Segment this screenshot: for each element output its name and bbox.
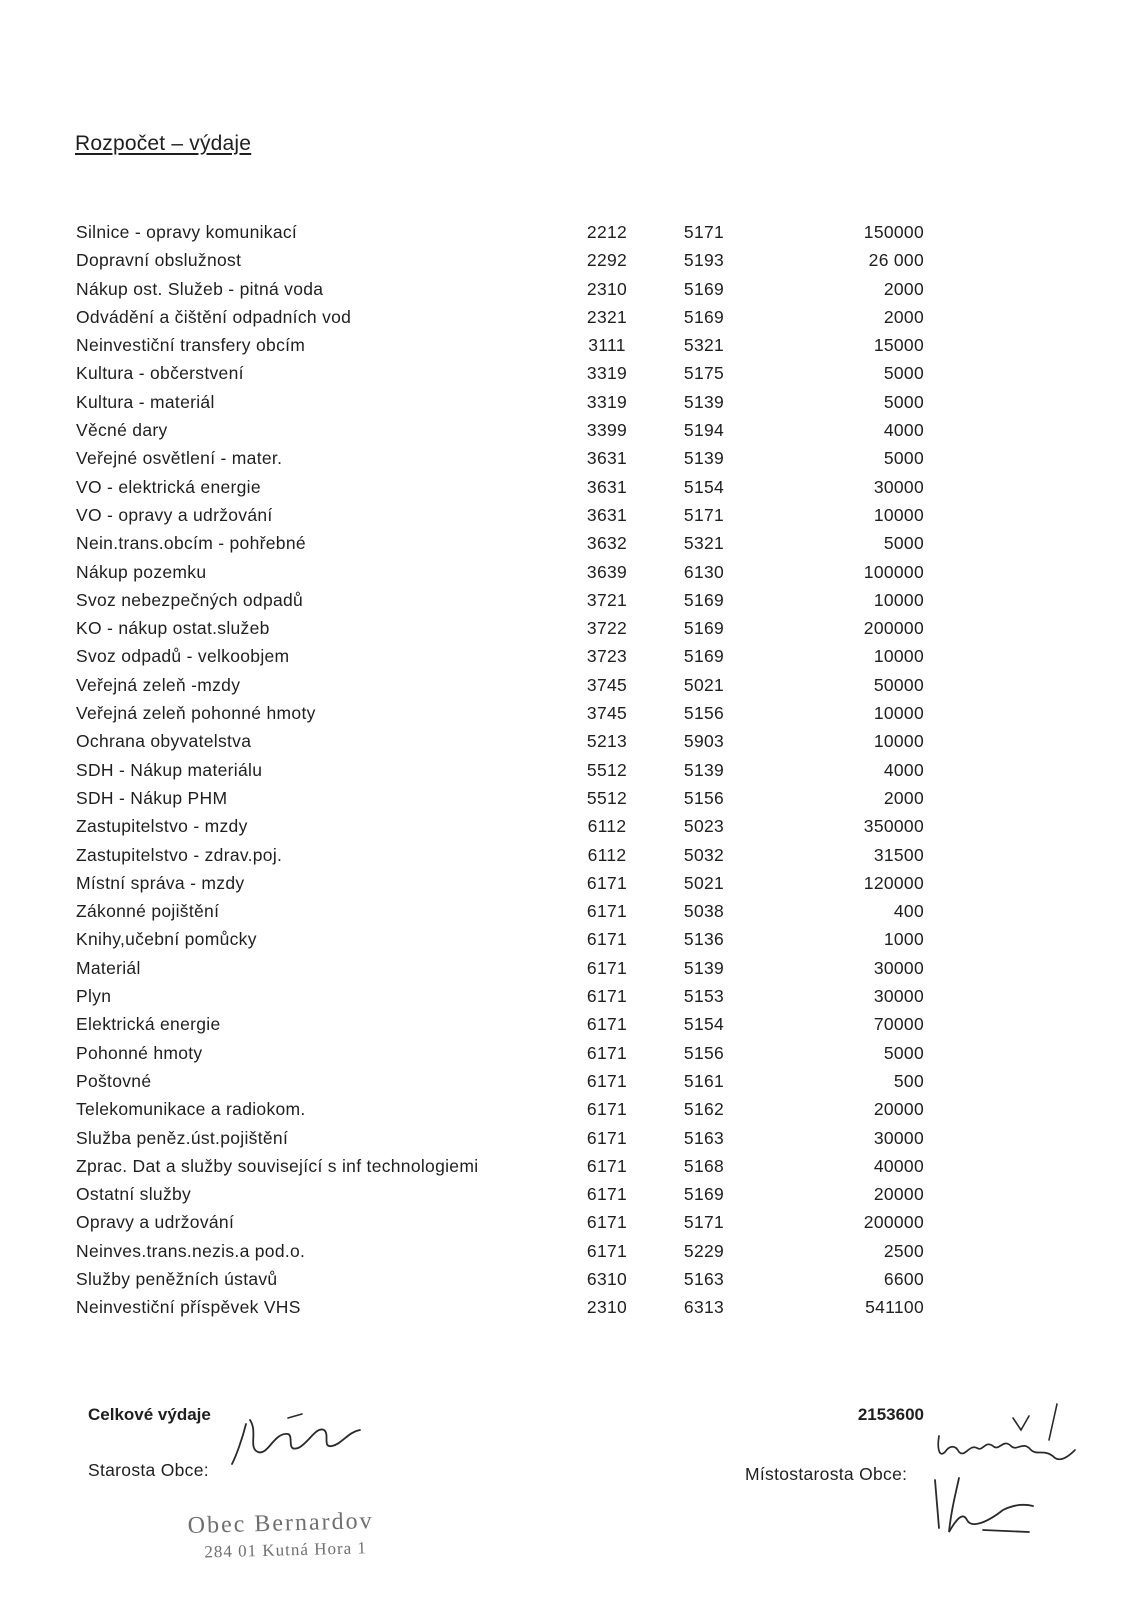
table-row xyxy=(0,222,1131,250)
amount: 2000 xyxy=(883,306,924,327)
expense-table xyxy=(0,222,1131,1326)
table-row xyxy=(0,1099,1131,1127)
item-code: 5161 xyxy=(683,1070,725,1091)
item-name: Zastupitelstvo - zdrav.poj. xyxy=(76,844,283,865)
item-name: Svoz odpadů - velkoobjem xyxy=(76,646,290,667)
amount: 30000 xyxy=(873,957,924,978)
amount: 5000 xyxy=(883,1042,924,1063)
item-code: 5171 xyxy=(683,222,725,242)
item-code: 5229 xyxy=(683,1240,725,1261)
item-name: Věcné dary xyxy=(76,420,168,441)
item-name: Služba peněz.úst.pojištění xyxy=(76,1127,289,1148)
item-code: 5171 xyxy=(683,1212,725,1233)
table-row xyxy=(0,1071,1131,1099)
item-code: 5163 xyxy=(683,1127,725,1148)
table-row xyxy=(0,901,1131,929)
item-name: VO - elektrická energie xyxy=(76,476,261,497)
paragraph-code: 6112 xyxy=(587,816,627,837)
paragraph-code: 2310 xyxy=(586,1297,628,1318)
paragraph-code: 3399 xyxy=(586,420,628,441)
item-code: 5023 xyxy=(683,816,725,837)
table-row xyxy=(0,1014,1131,1042)
paragraph-code: 3723 xyxy=(586,646,628,667)
item-name: Materiál xyxy=(76,957,141,978)
amount: 10000 xyxy=(873,731,924,752)
amount: 4000 xyxy=(883,759,924,780)
item-name: KO - nákup ostat.služeb xyxy=(76,618,270,639)
paragraph-code: 6171 xyxy=(586,1042,628,1063)
amount: 5000 xyxy=(883,391,924,412)
paragraph-code: 3632 xyxy=(586,533,628,554)
amount: 10000 xyxy=(873,703,924,724)
mayor-signature xyxy=(228,1412,368,1472)
item-name: Služby peněžních ústavů xyxy=(76,1268,278,1289)
paragraph-code: 2212 xyxy=(586,222,628,242)
table-row xyxy=(0,533,1131,561)
item-code: 5169 xyxy=(683,589,725,610)
paragraph-code: 3319 xyxy=(586,391,628,412)
paragraph-code: 2292 xyxy=(586,250,628,271)
item-code: 5169 xyxy=(683,618,725,639)
table-row xyxy=(0,731,1131,759)
item-code: 5021 xyxy=(683,674,725,695)
item-name: VO - opravy a udržování xyxy=(76,504,273,525)
item-code: 5169 xyxy=(683,646,725,667)
amount: 120000 xyxy=(863,872,924,893)
item-name: Telekomunikace a radiokom. xyxy=(76,1099,306,1120)
table-row xyxy=(0,703,1131,731)
amount: 1000 xyxy=(883,929,924,950)
paragraph-code: 3319 xyxy=(586,363,628,384)
municipal-stamp xyxy=(187,1507,413,1563)
table-row xyxy=(0,760,1131,788)
paragraph-code: 6171 xyxy=(586,1070,628,1091)
item-code: 5156 xyxy=(683,703,725,724)
amount: 400 xyxy=(893,901,924,922)
item-name: Dopravní obslužnost xyxy=(76,250,242,271)
item-name: Veřejné osvětlení - mater. xyxy=(76,448,283,469)
amount: 2000 xyxy=(883,787,924,808)
paragraph-code: 3745 xyxy=(586,674,628,695)
item-name: Zprac. Dat a služby související s inf technologiemi xyxy=(76,1155,479,1176)
paragraph-code: 6171 xyxy=(586,957,628,978)
item-code: 5162 xyxy=(683,1099,725,1120)
item-code: 5021 xyxy=(683,872,725,893)
item-code: 5168 xyxy=(683,1155,725,1176)
table-row xyxy=(0,1297,1131,1325)
item-name: Veřejná zeleň -mzdy xyxy=(76,674,241,695)
amount: 15000 xyxy=(873,335,924,356)
item-name: Nákup ost. Služeb - pitná voda xyxy=(76,278,324,299)
table-row xyxy=(0,335,1131,363)
table-row xyxy=(0,307,1131,335)
item-code: 5194 xyxy=(683,420,725,441)
item-code: 5321 xyxy=(683,335,725,356)
paragraph-code: 3111 xyxy=(588,335,626,356)
item-code: 5321 xyxy=(683,533,725,554)
item-code: 6313 xyxy=(683,1297,725,1318)
item-code: 5153 xyxy=(683,986,725,1007)
amount: 26 000 xyxy=(868,250,924,271)
paragraph-code: 6171 xyxy=(586,872,628,893)
item-code: 5169 xyxy=(683,278,725,299)
table-row xyxy=(0,675,1131,703)
item-code: 5139 xyxy=(683,448,725,469)
item-name: Nákup pozemku xyxy=(76,561,207,582)
table-row xyxy=(0,448,1131,476)
paragraph-code: 6112 xyxy=(587,844,627,865)
item-code: 5903 xyxy=(683,731,725,752)
item-name: Opravy a udržování xyxy=(76,1212,235,1233)
item-name: Odvádění a čištění odpadních vod xyxy=(76,306,352,327)
stamp-line-1: Obec Bernardov xyxy=(187,1508,374,1539)
amount: 40000 xyxy=(873,1155,924,1176)
item-name: Kultura - občerstvení xyxy=(76,363,244,384)
table-row xyxy=(0,845,1131,873)
item-name: Knihy,učební pomůcky xyxy=(76,929,257,950)
table-row xyxy=(0,618,1131,646)
item-name: Pohonné hmoty xyxy=(76,1042,203,1063)
paragraph-code: 6171 xyxy=(586,1099,628,1120)
item-name: Ochrana obyvatelstva xyxy=(76,731,252,752)
paragraph-code: 6171 xyxy=(586,1155,628,1176)
item-name: SDH - Nákup materiálu xyxy=(76,759,263,780)
item-name: Neinvestiční transfery obcím xyxy=(76,335,306,356)
item-code: 5156 xyxy=(683,1042,725,1063)
amount: 200000 xyxy=(863,1212,924,1233)
item-code: 5136 xyxy=(683,929,725,950)
item-code: 5139 xyxy=(683,957,725,978)
paragraph-code: 6310 xyxy=(586,1268,628,1289)
paragraph-code: 3631 xyxy=(586,476,628,497)
table-row xyxy=(0,392,1131,420)
paragraph-code: 5512 xyxy=(586,759,628,780)
table-row xyxy=(0,1128,1131,1156)
item-name: Nein.trans.obcím - pohřebné xyxy=(76,533,306,554)
paragraph-code: 3721 xyxy=(586,589,628,610)
amount: 100000 xyxy=(863,561,924,582)
paragraph-code: 6171 xyxy=(586,986,628,1007)
table-row xyxy=(0,1269,1131,1297)
amount: 350000 xyxy=(863,816,924,837)
table-row xyxy=(0,1043,1131,1071)
item-name: Silnice - opravy komunikací xyxy=(76,222,298,242)
amount: 150000 xyxy=(863,222,924,242)
amount: 10000 xyxy=(873,504,924,525)
paragraph-code: 6171 xyxy=(586,1127,628,1148)
item-name: Poštovné xyxy=(76,1070,152,1091)
item-name: Zastupitelstvo - mzdy xyxy=(76,816,248,837)
stamp-line-2: 284 01 Kutná Hora 1 xyxy=(204,1538,368,1562)
table-row xyxy=(0,1241,1131,1269)
amount: 10000 xyxy=(873,646,924,667)
item-code: 5169 xyxy=(683,1184,725,1205)
amount: 5000 xyxy=(883,363,924,384)
amount: 4000 xyxy=(883,420,924,441)
amount: 2500 xyxy=(883,1240,924,1261)
item-code: 6130 xyxy=(683,561,725,582)
table-row xyxy=(0,590,1131,618)
paragraph-code: 6171 xyxy=(586,929,628,950)
item-code: 5032 xyxy=(683,844,725,865)
table-row xyxy=(0,929,1131,957)
item-name: Veřejná zeleň pohonné hmoty xyxy=(76,703,316,724)
item-name: Plyn xyxy=(76,986,112,1007)
amount: 30000 xyxy=(873,986,924,1007)
table-row xyxy=(0,477,1131,505)
table-row xyxy=(0,1212,1131,1240)
amount: 20000 xyxy=(873,1184,924,1205)
table-row xyxy=(0,505,1131,533)
item-code: 5139 xyxy=(683,391,725,412)
amount: 30000 xyxy=(873,476,924,497)
item-code: 5169 xyxy=(683,306,725,327)
table-row xyxy=(0,788,1131,816)
table-row xyxy=(0,958,1131,986)
amount: 10000 xyxy=(873,589,924,610)
item-name: SDH - Nákup PHM xyxy=(76,787,228,808)
table-row xyxy=(0,1156,1131,1184)
paragraph-code: 5512 xyxy=(586,787,628,808)
item-name: Kultura - materiál xyxy=(76,391,215,412)
amount: 200000 xyxy=(863,618,924,639)
table-row xyxy=(0,562,1131,590)
table-row xyxy=(0,363,1131,391)
paragraph-code: 6171 xyxy=(586,901,628,922)
item-name: Ostatní služby xyxy=(76,1184,192,1205)
total-value: 2153600 xyxy=(857,1405,924,1424)
amount: 541100 xyxy=(865,1297,924,1318)
item-code: 5171 xyxy=(683,504,725,525)
paragraph-code: 6171 xyxy=(586,1212,628,1233)
amount: 20000 xyxy=(873,1099,924,1120)
page-title: Rozpočet – výdaje xyxy=(75,132,252,155)
item-code: 5175 xyxy=(683,363,725,384)
item-name: Neinvestiční příspěvek VHS xyxy=(76,1297,301,1318)
item-code: 5038 xyxy=(683,901,725,922)
item-code: 5139 xyxy=(683,759,725,780)
table-row xyxy=(0,279,1131,307)
item-name: Elektrická energie xyxy=(76,1014,221,1035)
item-name: Neinves.trans.nezis.a pod.o. xyxy=(76,1240,306,1261)
table-row xyxy=(0,816,1131,844)
table-row xyxy=(0,986,1131,1014)
amount: 70000 xyxy=(873,1014,924,1035)
paragraph-code: 3631 xyxy=(586,448,628,469)
table-row xyxy=(0,646,1131,674)
amount: 50000 xyxy=(873,674,924,695)
amount: 500 xyxy=(893,1070,924,1091)
table-row xyxy=(0,1184,1131,1212)
item-code: 5163 xyxy=(683,1268,725,1289)
paragraph-code: 6171 xyxy=(586,1184,628,1205)
paragraph-code: 2310 xyxy=(586,278,628,299)
amount: 31500 xyxy=(873,844,924,865)
paragraph-code: 3631 xyxy=(586,504,628,525)
deputy-mayor-label: Místostarosta Obce: xyxy=(745,1464,908,1484)
item-name: Svoz nebezpečných odpadů xyxy=(76,589,304,610)
paragraph-code: 5213 xyxy=(586,731,628,752)
paragraph-code: 2321 xyxy=(586,306,628,327)
item-code: 5154 xyxy=(683,1014,725,1035)
table-row xyxy=(0,420,1131,448)
paragraph-code: 3745 xyxy=(586,703,628,724)
mayor-label: Starosta Obce: xyxy=(88,1460,209,1480)
paragraph-code: 6171 xyxy=(586,1240,628,1261)
amount: 5000 xyxy=(883,448,924,469)
amount: 6600 xyxy=(883,1268,924,1289)
item-code: 5156 xyxy=(683,787,725,808)
total-label: Celkové výdaje xyxy=(88,1405,211,1424)
item-name: Místní správa - mzdy xyxy=(76,872,245,893)
paragraph-code: 6171 xyxy=(586,1014,628,1035)
table-row xyxy=(0,250,1131,278)
item-code: 5193 xyxy=(683,250,725,271)
paragraph-code: 3722 xyxy=(586,618,628,639)
item-code: 5154 xyxy=(683,476,725,497)
amount: 30000 xyxy=(873,1127,924,1148)
amount: 2000 xyxy=(883,278,924,299)
item-name: Zákonné pojištění xyxy=(76,901,220,922)
table-row xyxy=(0,873,1131,901)
amount: 5000 xyxy=(883,533,924,554)
deputy-mayor-signature xyxy=(925,1400,1085,1550)
paragraph-code: 3639 xyxy=(586,561,628,582)
